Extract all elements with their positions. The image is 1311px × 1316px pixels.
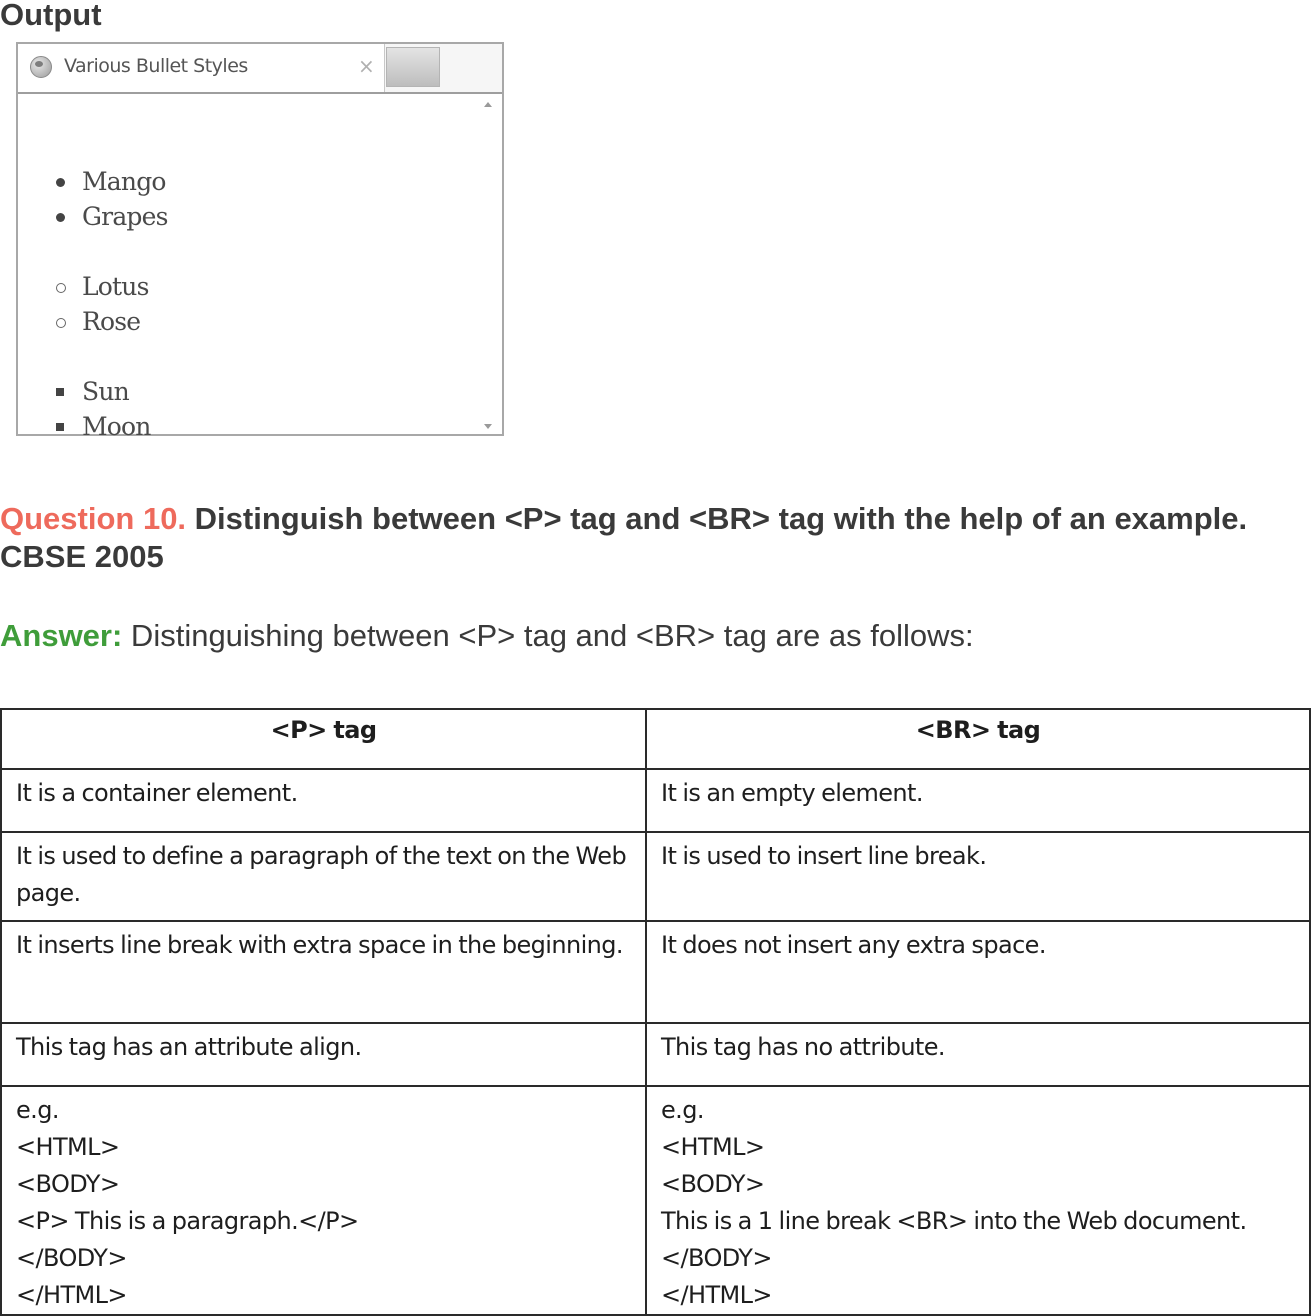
square-bullet-icon: [56, 388, 64, 396]
browser-window: [16, 42, 504, 441]
answer: [0, 617, 974, 655]
circle-bullet-list: [82, 269, 149, 339]
tab-title: Various Bullet Styles: [64, 55, 248, 77]
br-example-cell: [646, 1086, 1310, 1315]
list-item: Sun: [82, 374, 151, 409]
question-label: Question 10.: [0, 501, 187, 536]
table-row: [1, 769, 1310, 832]
table-cell: This tag has an attribute align.: [1, 1023, 646, 1086]
browser-viewport: [18, 94, 502, 441]
code-line: <HTML>: [661, 1133, 765, 1161]
browser-tab[interactable]: [18, 44, 385, 92]
question: [0, 500, 1300, 576]
question-text: Distinguish between <P> tag and <BR> tag with the help of an example. CBSE 2005: [0, 501, 1248, 574]
code-line: e.g.: [661, 1096, 704, 1124]
code-line: <P> This is a paragraph.</P>: [16, 1207, 359, 1235]
code-line: <BODY>: [16, 1170, 120, 1198]
list-item: Lotus: [82, 269, 149, 304]
table-cell: This tag has no attribute.: [646, 1023, 1310, 1086]
comparison-table: [0, 708, 1311, 1316]
table-cell: It is used to insert line break.: [646, 832, 1310, 921]
new-tab-button[interactable]: [386, 47, 440, 87]
list-item: Grapes: [82, 199, 168, 234]
answer-text: Distinguishing between <P> tag and <BR> tag are as follows:: [122, 618, 974, 653]
output-heading: Output: [0, 0, 102, 32]
code-line: </HTML>: [661, 1281, 772, 1309]
code-line: <HTML>: [16, 1133, 120, 1161]
scroll-down-icon[interactable]: [484, 424, 492, 429]
list-item: Mango: [82, 164, 168, 199]
square-bullet-list: [82, 374, 151, 444]
code-line: This is a 1 line break <BR> into the Web document.: [661, 1207, 1247, 1235]
code-line: </BODY>: [16, 1244, 127, 1272]
browser-toolbar: [18, 44, 502, 94]
code-line: <BODY>: [661, 1170, 765, 1198]
close-icon[interactable]: ×: [358, 54, 375, 78]
column-header: <BR> tag: [646, 709, 1310, 769]
code-line: e.g.: [16, 1096, 59, 1124]
list-item: Rose: [82, 304, 149, 339]
table-row: [1, 921, 1310, 1023]
scroll-up-icon[interactable]: [484, 102, 492, 107]
table-cell: It is used to define a paragraph of the text on the Web page.: [1, 832, 646, 921]
table-cell: It does not insert any extra space.: [646, 921, 1310, 1023]
list-item: Moon: [82, 409, 151, 444]
table-cell: It is a container element.: [1, 769, 646, 832]
answer-label: Answer:: [0, 618, 123, 653]
circle-bullet-icon: [56, 318, 66, 328]
table-row-example: [1, 1086, 1310, 1315]
disc-bullet-list: [82, 164, 168, 234]
disc-bullet-icon: [56, 213, 65, 222]
table-header-row: [1, 709, 1310, 769]
disc-bullet-icon: [56, 178, 65, 187]
square-bullet-icon: [56, 423, 64, 431]
globe-icon: [30, 56, 52, 78]
column-header: <P> tag: [1, 709, 646, 769]
p-example-cell: [1, 1086, 646, 1315]
table-row: [1, 832, 1310, 921]
table-cell: It is an empty element.: [646, 769, 1310, 832]
table-row: [1, 1023, 1310, 1086]
table-cell: It inserts line break with extra space in the beginning.: [1, 921, 646, 1023]
code-line: </HTML>: [16, 1281, 127, 1309]
circle-bullet-icon: [56, 283, 66, 293]
code-line: </BODY>: [661, 1244, 772, 1272]
